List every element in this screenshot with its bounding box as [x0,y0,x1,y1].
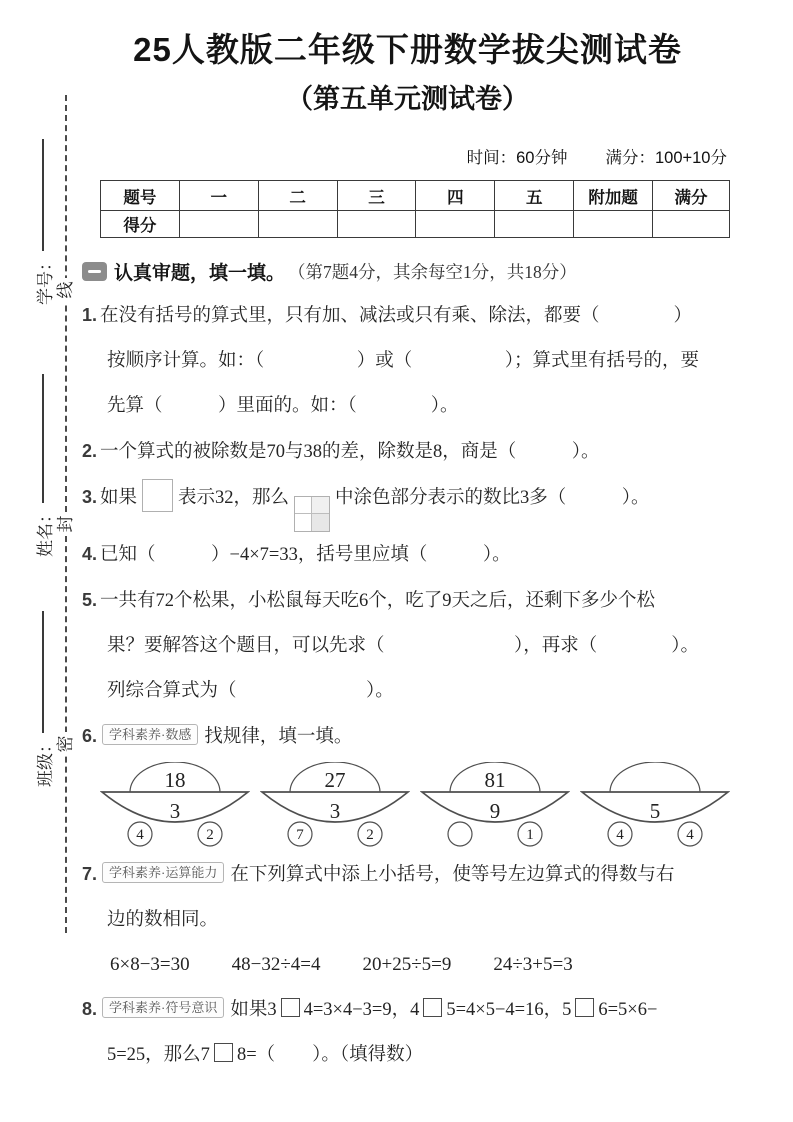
score-row-label: 得分 [101,211,180,238]
col-part-5: 五 [495,181,574,211]
student-id-label: 学号： [35,254,55,305]
ufo1-wheel1-value: 4 [136,827,144,843]
q1-number: 1. [82,305,98,325]
q1-line1: 1. 在没有括号的算式里，只有加、减法或只有乘、除法，都要（ ） [82,305,693,326]
q7-equation-3: 20+25÷5=9 [362,954,452,975]
ufo1-wheel2-value: 2 [206,827,214,843]
questions [82,293,733,1078]
ufo2-hull-value: 3 [329,799,341,823]
col-part-3: 三 [337,181,416,211]
section-one-title: 认真审题，填一填。 [114,263,286,284]
seal-char-secret: 密 [54,732,78,756]
page-subtitle: （第五单元测试卷） [286,84,529,114]
score-table-score-row [101,211,730,238]
ufo1-hull-value: 3 [169,799,181,823]
score-cell-5 [495,211,574,238]
q5-line1: 5. 一共有72个松果，小松鼠每天吃6个，吃了9天之后，还剩下多少个松 [82,590,656,611]
q5-line2: 果？要解答这个题目，可以先求（ ），再求（ ）。 [107,636,700,656]
q4-number: 4. [82,544,98,564]
q1-line3: 先算（ ）里面的。如：（ ）。 [107,396,459,416]
score-cell-3 [337,211,416,238]
q8-competency-badge: 学科素养·符号意识 [102,997,224,1018]
score-cell-1 [179,211,258,238]
score-cell-2 [258,211,337,238]
ufo4-hull-value: 5 [649,799,661,823]
col-part-1: 一 [179,181,258,211]
q8-line2: 5=25，那么7 8=（ ）。（填得数） [107,1045,424,1065]
section-one-header [82,258,733,285]
full-score-info: 满分：100+10分 [605,149,727,167]
q7-line2: 边的数相同。 [107,910,219,930]
q7-equations [110,943,733,987]
score-table-header-row [101,181,730,211]
student-id-blank-line [42,139,44,251]
empty-square-symbol [142,479,173,512]
ufo3-hull-value: 9 [489,799,501,823]
q4-line: 4. 已知（ ）−4×7=33，括号里应填（ ）。 [82,544,511,565]
class-blank-line [42,611,44,733]
q5-line3: 列综合算式为（ ）。 [107,681,394,701]
ufo3-wheel2-value: 1 [526,827,534,843]
q8-number: 8. [82,999,98,1019]
q3-line: 3. 如果 表示32，那么 中涂色部分表示的数比3多（ ）。 [82,475,733,532]
q1-line2: 按顺序计算。如：（ ）或（ ）；算式里有括号的，要 [107,351,700,371]
ufo4-wheel1-value: 4 [616,827,624,843]
q7-line1: 7. 学科素养·运算能力 在下列算式中添上小括号，使等号左边算式的得数与右 [82,864,675,885]
class-label: 班级： [35,736,55,787]
test-paper [82,0,733,1078]
ufo-figure-3 [420,762,570,850]
seal-char-seal: 封 [54,512,78,536]
exam-meta [82,144,733,168]
q7-equation-2: 48−32÷4=4 [231,954,321,975]
q2-line: 2. 一个算式的被除数是70与38的差，除数是8，商是（ ）。 [82,441,600,462]
score-table [100,180,730,238]
col-bonus: 附加题 [574,181,653,211]
student-id-field [30,125,56,305]
name-blank-line [42,374,44,503]
q7-competency-badge: 学科素养·运算能力 [102,862,224,883]
name-field [30,360,56,557]
score-cell-4 [416,211,495,238]
q5-number: 5. [82,590,98,610]
seal-char-line: 线 [54,278,78,302]
operator-box-1 [281,998,300,1017]
operator-box-2 [423,998,442,1017]
ufo4-wheel2-value: 4 [686,827,694,843]
ufo2-wheel1-value: 7 [296,827,304,843]
name-label: 姓名： [35,506,55,557]
q3-number: 3. [82,487,98,507]
ufo2-dome-value: 27 [324,768,346,792]
q6-number: 6. [82,726,98,746]
col-question-number: 题号 [101,181,180,211]
col-part-4: 四 [416,181,495,211]
section-one-note: （第7题4分，其余每空1分，共18分） [288,262,577,282]
q7-equation-1: 6×8−3=30 [110,954,190,975]
score-cell-bonus [574,211,653,238]
operator-box-3 [575,998,594,1017]
q6-header: 6. 学科素养·数感 找规律，填一填。 [82,726,353,747]
ufo-figures [100,762,730,850]
ufo2-wheel2-value: 2 [366,827,374,843]
q6-competency-badge: 学科素养·数感 [102,724,198,745]
operator-box-4 [214,1043,233,1062]
shaded-grid-symbol [294,496,330,532]
ufo1-dome-value: 18 [164,768,186,792]
ufo-figure-4 [580,762,730,850]
col-total: 满分 [653,181,730,211]
time-info: 时间：60分钟 [466,149,568,167]
q7-number: 7. [82,864,98,884]
ufo-figure-1 [100,762,250,850]
q7-equation-4: 24÷3+5=3 [493,954,573,975]
score-cell-total [653,211,730,238]
class-field [30,597,56,787]
q8-line1: 8. 学科素养·符号意识 如果3 4=3×4−3=9，4 5=4×5−4=16，5 6=5×6− [82,999,658,1020]
col-part-2: 二 [258,181,337,211]
q2-number: 2. [82,441,98,461]
ufo3-dome-value: 81 [484,768,506,792]
section-one-icon [82,262,107,281]
ufo-figure-2 [260,762,410,850]
page-title: 25人教版二年级下册数学拔尖测试卷 [133,31,682,68]
